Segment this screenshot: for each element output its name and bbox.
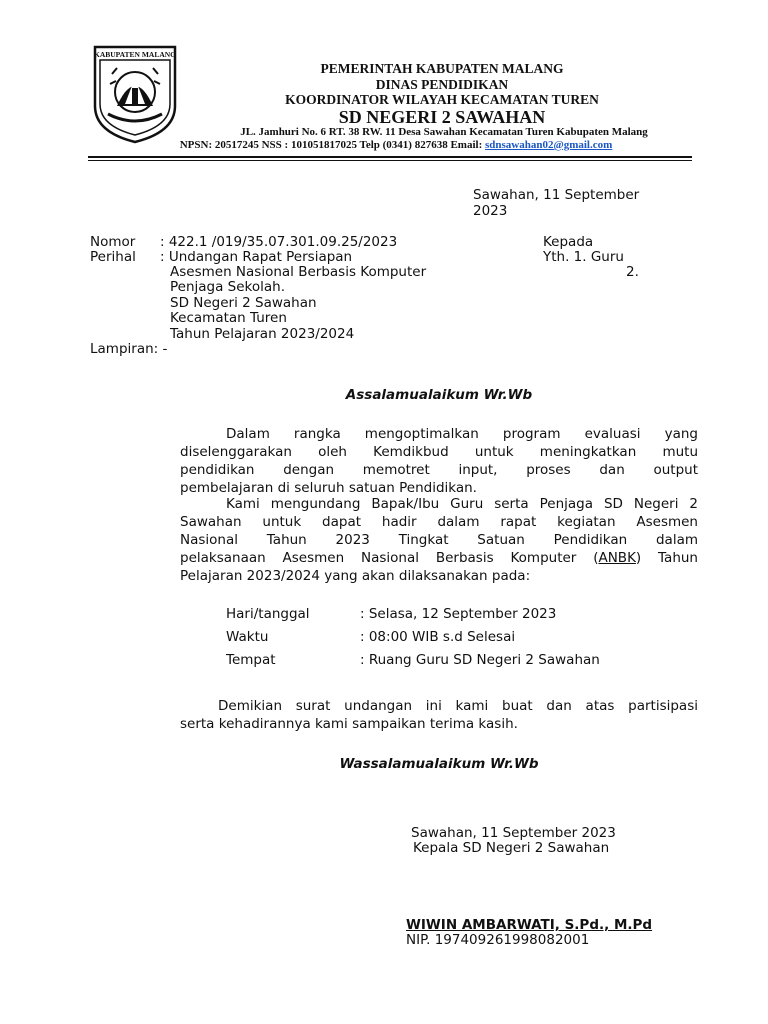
paragraph-line: [180, 549, 698, 567]
paragraph-invitation: [180, 495, 698, 585]
paragraph-line: pembelajaran di seluruh satuan Pendidikan.: [180, 480, 477, 496]
letterhead-divider-thick: [88, 156, 692, 158]
paragraph-intro: [180, 425, 698, 497]
paragraph-line: pendidikan dengan memotret input, proses dan output: [180, 462, 698, 478]
paragraph-text: pelaksanaan Asesmen Nasional Berbasis Komputer (: [180, 550, 599, 566]
paragraph-line: Kami mengundang Bapak/Ibu Guru serta Penjaga SD Negeri 2: [226, 496, 698, 512]
recipient-kepada: Kepada: [543, 234, 594, 250]
perihal-line: SD Negeri 2 Sawahan: [170, 295, 317, 311]
paragraph-line: Demikian surat undangan ini kami buat dan atas partisipasi: [218, 698, 698, 714]
salam-closing: Wassalamualaikum Wr.Wb: [339, 756, 539, 772]
detail-value-time: : 08:00 WIB s.d Selesai: [360, 629, 516, 645]
anbk-abbreviation: ANBK: [598, 550, 636, 566]
signatory-nip: NIP. 197409261998082001: [406, 932, 590, 948]
paragraph-line: diselenggarakan oleh Kemdikbud untuk meningkatkan mutu: [180, 444, 698, 460]
letterhead-ids-text: NPSN: 20517245 NSS : 101051817025 Telp (0341) 827638 Email:: [179, 139, 485, 151]
school-email-link[interactable]: sdnsawahan02@gmail.com: [485, 139, 613, 151]
perihal-line: Penjaga Sekolah.: [170, 279, 286, 295]
letterhead-coordinator: KOORDINATOR WILAYAH KECAMATAN TUREN: [285, 92, 599, 107]
paragraph-line: Dalam rangka mengoptimalkan program evaluasi yang: [226, 426, 698, 442]
detail-label-date: Hari/tanggal: [226, 606, 310, 622]
signatory-name: WIWIN AMBARWATI, S.Pd., M.Pd: [406, 917, 653, 933]
detail-value-place: : Ruang Guru SD Negeri 2 Sawahan: [360, 652, 600, 668]
letterhead-address: JL. Jamhuri No. 6 RT. 38 RW. 11 Desa Sawahan Kecamatan Turen Kabupaten Malang: [240, 126, 648, 138]
kabupaten-malang-logo: [92, 44, 178, 144]
paragraph-line: Sawahan untuk dapat hadir dalam rapat kegiatan Asesmen: [180, 514, 698, 530]
recipient-number-2: 2.: [626, 264, 639, 280]
lampiran: Lampiran: -: [90, 341, 168, 357]
letterhead-divider-thin: [88, 160, 692, 161]
letter-date-line2: 2023: [473, 203, 508, 219]
letterhead-agency: DINAS PENDIDIKAN: [375, 77, 509, 92]
salam-opening: Assalamualaikum Wr.Wb: [345, 387, 533, 403]
perihal-line: Tahun Pelajaran 2023/2024: [170, 326, 355, 342]
letter-date-line1: Sawahan, 11 September: [473, 187, 640, 203]
paragraph-line: serta kehadirannya kami sampaikan terima kasih.: [180, 716, 518, 732]
perihal-line: Kecamatan Turen: [170, 310, 287, 326]
paragraph-closing: [180, 697, 698, 733]
letterhead-government: PEMERINTAH KABUPATEN MALANG: [320, 61, 564, 76]
nomor-value: : 422.1 /019/35.07.301.09.25/2023: [160, 234, 398, 250]
detail-value-date: : Selasa, 12 September 2023: [360, 606, 557, 622]
perihal-line: : Undangan Rapat Persiapan: [160, 249, 353, 265]
signature-position: Kepala SD Negeri 2 Sawahan: [413, 840, 610, 856]
detail-label-time: Waktu: [226, 629, 269, 645]
paragraph-line: Nasional Tahun 2023 Tingkat Satuan Pendidikan dalam: [180, 532, 698, 548]
paragraph-line: Pelajaran 2023/2024 yang akan dilaksanakan pada:: [180, 568, 531, 584]
nomor-label: Nomor: [90, 234, 136, 250]
perihal-line: Asesmen Nasional Berbasis Komputer: [170, 264, 427, 280]
letterhead-identifiers: [96, 139, 696, 151]
signature-date: Sawahan, 11 September 2023: [411, 825, 616, 841]
letterhead-school-name: SD NEGERI 2 SAWAHAN: [338, 107, 546, 127]
svg-text:KABUPATEN MALANG: KABUPATEN MALANG: [93, 50, 177, 59]
paragraph-text: ) Tahun: [635, 550, 698, 566]
recipient-guru: Yth. 1. Guru: [543, 249, 624, 265]
perihal-label: Perihal: [90, 249, 136, 265]
detail-label-place: Tempat: [226, 652, 276, 668]
